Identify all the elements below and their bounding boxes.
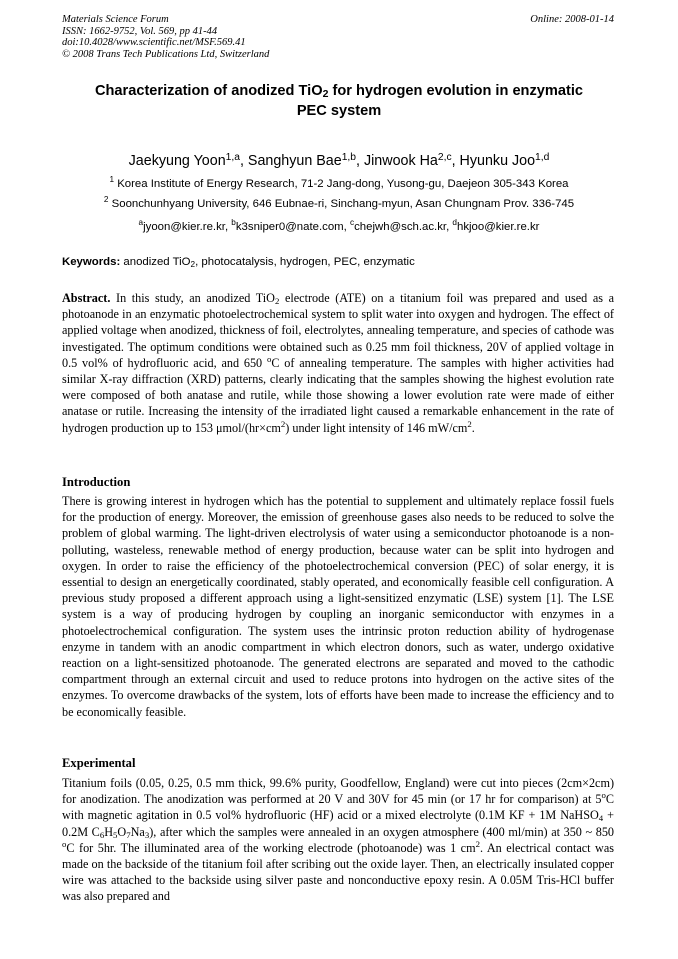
- author-name: Hyunku Joo: [459, 153, 536, 169]
- doi-line: doi:10.4028/www.scientific.net/MSF.569.41: [62, 37, 246, 49]
- author-name: Jinwook Ha: [363, 153, 438, 169]
- affiliation-1: $^1$ Korea Institute of Energy Research, 71-2 Jang-dong, Yusong-gu, Daejeon 305-343 Korea: [109, 175, 569, 190]
- affiliation-2: $^2$ Soonchunhyang University, 646 Eubnae-ri, Sinchang-myun, Asan Chungnam Prov. 336-745: [103, 195, 575, 210]
- journal-header: [62, 14, 269, 60]
- paper-title: Characterization of anodized TiO$_2$ for hydrogen evolution in enzymatic PEC system: [94, 83, 584, 119]
- author-name: Jaekyung Yoon: [128, 153, 226, 169]
- copyright-line: © 2008 Trans Tech Publications Ltd, Switzerland: [62, 48, 270, 60]
- email-link[interactable]: chejwh@sch.ac.kr: [354, 221, 447, 233]
- author-list: Jaekyung Yoon$^{1,a}$, Sanghyun Bae$^{1,b}$, Jinwook Ha$^{2,c}$, Hyunku Joo$^{1,d}$: [128, 152, 550, 169]
- online-date: Online: 2008-01-14: [530, 14, 614, 25]
- email-link[interactable]: hkjoo@kier.re.kr: [456, 221, 540, 233]
- abstract-label: Abstract.: [62, 291, 111, 305]
- introduction-paragraph: There is growing interest in hydrogen which has the potential to supplement and ultimately replace fossil fuels for the production of energy. Moreover, the emission of greenhouse gases also needs to be reduced to solve the problem of global warming. The light-driven electrolysis of water using a semiconductor photoanode is a non-polluting, wasteless, renewable method of energy production, because water can be split into hydrogen and oxygen. In order to raise the efficiency of the photoelectrochemical conversion (PEC) of solar energy, it is essential to design an energetically coordinated, stably operated, and economically feasible cell configuration. A previous study proposed a different approach using a light-sensitized enzymatic (LSE) system [1]. The LSE system is a way of producing hydrogen by coupling an inorganic semiconductor with enzymes in a photoelectrochemical configuration. The system uses the intrinsic proton reduction ability of hydrogenase enzyme in tandem with an anodic compartment in which electron donors, such as water, undergo oxidative reaction on a light-sensitized photoanode. The generated electrons are separated and moved to the cathodic compartment through an external circuit and used to reduce protons into hydrogen on the active sites of the enzymes. To overcome drawbacks of the system, lots of efforts have been made to increase the efficiency and to be economically feasible.: [62, 494, 614, 719]
- keywords-label: Keywords:: [62, 256, 121, 268]
- email-link[interactable]: k3sniper0@nate.com: [235, 221, 344, 233]
- issn-line: ISSN: 1662-9752, Vol. 569, pp 41-44: [62, 25, 218, 37]
- keywords: Keywords: anodized TiO$_2$, photocatalysis, hydrogen, PEC, enzymatic: [62, 256, 415, 269]
- experimental-paragraph: Titanium foils (0.05, 0.25, 0.5 mm thick, 99.6% purity, Goodfellow, England) were cut into pieces (2cm×2cm) for anodization. The anodization was performed at 20 V and 30V for 45 min (or 17 hr for comparison) at 5$^o$C with magnetic agitation in 0.5 vol% hydrofluoric (HF) acid or a mixed electrolyte (0.1M KF + 1M NaHSO$_4$ + 0.2M $C_6H_5O_7Na_3$), after which the samples were annealed in an oxygen atmosphere (400 ml/min) at 350 ~ 850 $^o$C for 5hr. The illuminated area of the working electrode (photoanode) was 1 $cm^2$. An electrical contact was made on the backside of the titanium foil after scribing out the oxide layer. Then, an electrically insulated copper wire was attached to the backside using silver paste and nonconductive epoxy resin. A 0.05M Tris-HCl buffer was also prepared and: [62, 776, 615, 904]
- author-name: Sanghyun Bae: [247, 153, 342, 169]
- section-heading-experimental: Experimental: [62, 756, 136, 770]
- journal-name: Materials Science Forum: [62, 14, 169, 25]
- author-emails: $^a$jyoon@kier.re.kr, $^b$k3sniper0@nate.com, $^c$chejwh@sch.ac.kr, $^d$hkjoo@kier.re.kr: [138, 218, 540, 233]
- abstract-paragraph: Abstract. In this study, an anodized TiO$_2$ electrode (ATE) on a titanium foil was prepared and used as a photoanode in an enzymatic photoelectrochemical system to split water into oxygen and hydrogen. The effect of applied voltage when anodized, thickness of foil, electrolytes, annealing temperature, and species of cathode was investigated. The optimum conditions were obtained such as 0.25 mm foil thickness, 20V of applied voltage in 0.5 vol% of hydrofluoric acid, and 650 $^o$C of annealing temperature. The samples with higher activities had similar X-ray diffraction (XRD) patterns, clearly indicating that the samples showing the highest evolution rate were composed of both anatase and rutile, while those showing a lower evolution rate were made of either anatase or rutile. Increasing the intensity of the irradiated light caused a remarkable enhancement in the rate of hydrogen production up to 153 μmol/$(hr\times cm^2)$ under light intensity of 146 $mW/cm^2$.: [62, 291, 614, 435]
- email-link[interactable]: jyoon@kier.re.kr: [143, 221, 225, 233]
- section-heading-introduction: Introduction: [62, 475, 131, 489]
